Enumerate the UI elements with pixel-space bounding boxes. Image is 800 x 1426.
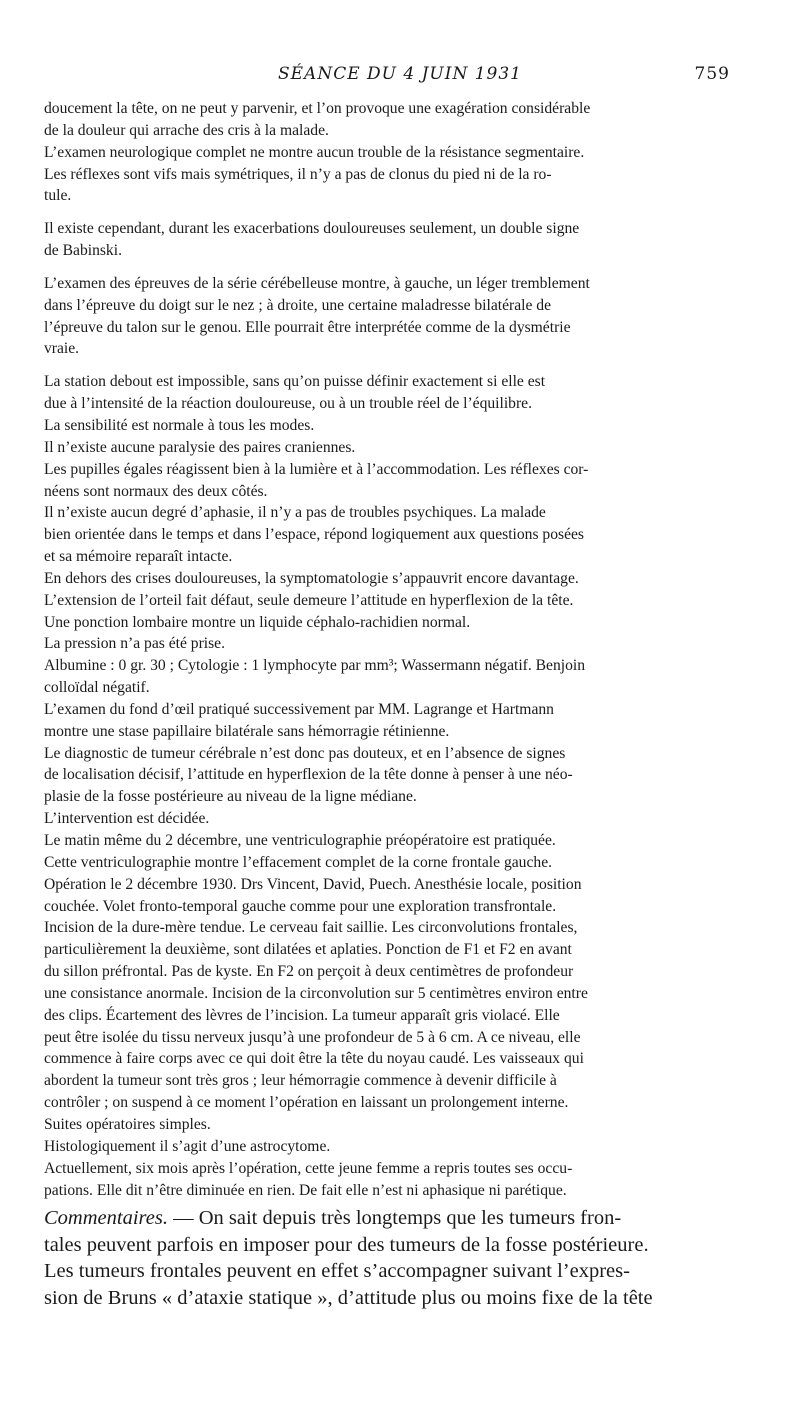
text-line: Incision de la dure-mère tendue. Le cerveau fait saillie. Les circonvolutions frontales, xyxy=(44,919,578,937)
text-line: La pression n’a pas été prise. xyxy=(44,635,225,653)
text-line: dans l’épreuve du doigt sur le nez ; à droite, une certaine maladresse bilatérale de xyxy=(44,296,552,314)
text-line: doucement la tête, on ne peut y parvenir, et l’on provoque une exagération considérable xyxy=(44,100,591,117)
text-line: des clips. Écartement des lèvres de l’incision. La tumeur apparaît gris violacé. Elle xyxy=(44,1006,560,1024)
text-line: due à l’intensité de la réaction douloureuse, ou à un trouble réel de l’équilibre. xyxy=(44,395,532,413)
text-line: Il n’existe aucun degré d’aphasie, il n’y a pas de troubles psychiques. La malade xyxy=(44,504,546,522)
text-line: L’examen du fond d’œil pratiqué successivement par MM. Lagrange et Hartmann xyxy=(44,700,554,718)
text-line: Les pupilles égales réagissent bien à la lumière et à l’accommodation. Les réflexes cor- xyxy=(44,460,589,478)
text-line: L’examen des épreuves de la série cérébelleuse montre, à gauche, un léger tremblement xyxy=(44,274,590,292)
commentary-line: sion de Bruns « d’ataxie statique », d’attitude plus ou moins fixe de la tête xyxy=(44,1286,653,1309)
text-line: de Babinski. xyxy=(44,242,122,260)
commentary-line xyxy=(44,1205,734,1232)
text-line: Suites opératoires simples. xyxy=(44,1115,211,1133)
text-line: bien orientée dans le temps et dans l’espace, répond logiquement aux questions posées xyxy=(44,526,584,544)
text-line: Le matin même du 2 décembre, une ventriculographie préopératoire est pratiquée. xyxy=(44,832,556,849)
text-line: abordent la tumeur sont très gros ; leur hémorragie commence à devenir difficile à xyxy=(44,1072,557,1090)
text-line: Cette ventriculographie montre l’effacement complet de la corne frontale gauche. xyxy=(44,853,553,871)
page-header xyxy=(0,64,800,88)
text-line: L’extension de l’orteil fait défaut, seule demeure l’attitude en hyperflexion de la tête. xyxy=(44,591,574,609)
text-line: Opération le 2 décembre 1930. Drs Vincent, David, Puech. Anesthésie locale, position xyxy=(44,875,582,893)
text-line: couchée. Volet fronto-temporal gauche comme pour une exploration transfrontale. xyxy=(44,897,557,915)
text-line: L’intervention est décidée. xyxy=(44,810,210,828)
paragraph-gap xyxy=(44,262,730,273)
text-line: de la douleur qui arrache des cris à la malade. xyxy=(44,121,329,139)
commentary-line: tales peuvent parfois en imposer pour des tumeurs de la fosse postérieure. xyxy=(44,1233,649,1256)
case-report-text xyxy=(44,98,730,1201)
text-line: peut être isolée du tissu nerveux jusqu’à une profondeur de 5 à 6 cm. A ce niveau, elle xyxy=(44,1028,581,1046)
commentary-line: Les tumeurs frontales peuvent en effet s’accompagner suivant l’expres- xyxy=(44,1260,630,1282)
text-line: Les réflexes sont vifs mais symétriques, il n’y a pas de clonus du pied ni de la ro- xyxy=(44,165,552,183)
text-line: l’épreuve du talon sur le genou. Elle pourrait être interprétée comme de la dysmétrie xyxy=(44,318,571,336)
text-line: néens sont normaux des deux côtés. xyxy=(44,482,268,500)
text-line: La sensibilité est normale à tous les modes. xyxy=(44,416,315,434)
text-line: Il n’existe aucune paralysie des paires craniennes. xyxy=(44,438,356,456)
running-title: SÉANCE DU 4 JUIN 1931 xyxy=(277,64,522,84)
text-line: plasie de la fosse postérieure au niveau de la ligne médiane. xyxy=(44,788,417,806)
text-line: particulièrement la deuxième, sont dilatées et aplaties. Ponction de F1 et F2 en avant xyxy=(44,941,572,959)
page-number: 759 xyxy=(694,64,730,84)
text-line: contrôler ; on suspend à ce moment l’opération en laissant un prolongement interne. xyxy=(44,1094,569,1112)
text-line: Le diagnostic de tumeur cérébrale n’est donc pas douteux, et en l’absence de signes xyxy=(44,744,566,762)
text-line: du sillon préfrontal. Pas de kyste. En F2 on perçoit à deux centimètres de profondeur xyxy=(44,963,574,981)
paragraph-gap xyxy=(44,207,730,218)
commentary-label: Commentaires. xyxy=(44,1207,168,1229)
text-line: montre une stase papillaire bilatérale sans hémorragie rétinienne. xyxy=(44,722,450,740)
commentary-section xyxy=(44,1205,734,1311)
text-line: La station debout est impossible, sans qu’on puisse définir exactement si elle est xyxy=(44,373,546,391)
paragraph-gap xyxy=(44,360,730,371)
text-line: de localisation décisif, l’attitude en hyperflexion de la tête donne à penser à une néo- xyxy=(44,766,573,784)
text-line: tule. xyxy=(44,187,72,205)
text-line: pations. Elle dit n’être diminuée en rien. De fait elle n’est ni aphasique ni parétique. xyxy=(44,1181,567,1199)
text-line: vraie. xyxy=(44,340,80,358)
text-line: En dehors des crises douloureuses, la symptomatologie s’appauvrit encore davantage. xyxy=(44,569,579,587)
text-line: et sa mémoire reparaît intacte. xyxy=(44,548,233,566)
text-line: Actuellement, six mois après l’opération, cette jeune femme a repris toutes ses occu- xyxy=(44,1159,573,1177)
text-line: Albumine : 0 gr. 30 ; Cytologie : 1 lymphocyte par mm³; Wassermann négatif. Benjoin xyxy=(44,657,586,675)
text-line: Une ponction lombaire montre un liquide céphalo-rachidien normal. xyxy=(44,613,471,631)
text-line: L’examen neurologique complet ne montre aucun trouble de la résistance segmentaire. xyxy=(44,143,585,161)
text-line: colloïdal négatif. xyxy=(44,679,150,697)
commentary-line-text: — On sait depuis très longtemps que les tumeurs fron- xyxy=(173,1207,622,1229)
text-line: commence à faire corps avec ce qui doit être la tête du noyau caudé. Les vaisseaux qui xyxy=(44,1050,584,1068)
text-line: Il existe cependant, durant les exacerbations douloureuses seulement, un double signe xyxy=(44,220,580,238)
text-line: Histologiquement il s’agit d’une astrocytome. xyxy=(44,1137,331,1155)
text-line: une consistance anormale. Incision de la circonvolution sur 5 centimètres environ entre xyxy=(44,984,588,1002)
